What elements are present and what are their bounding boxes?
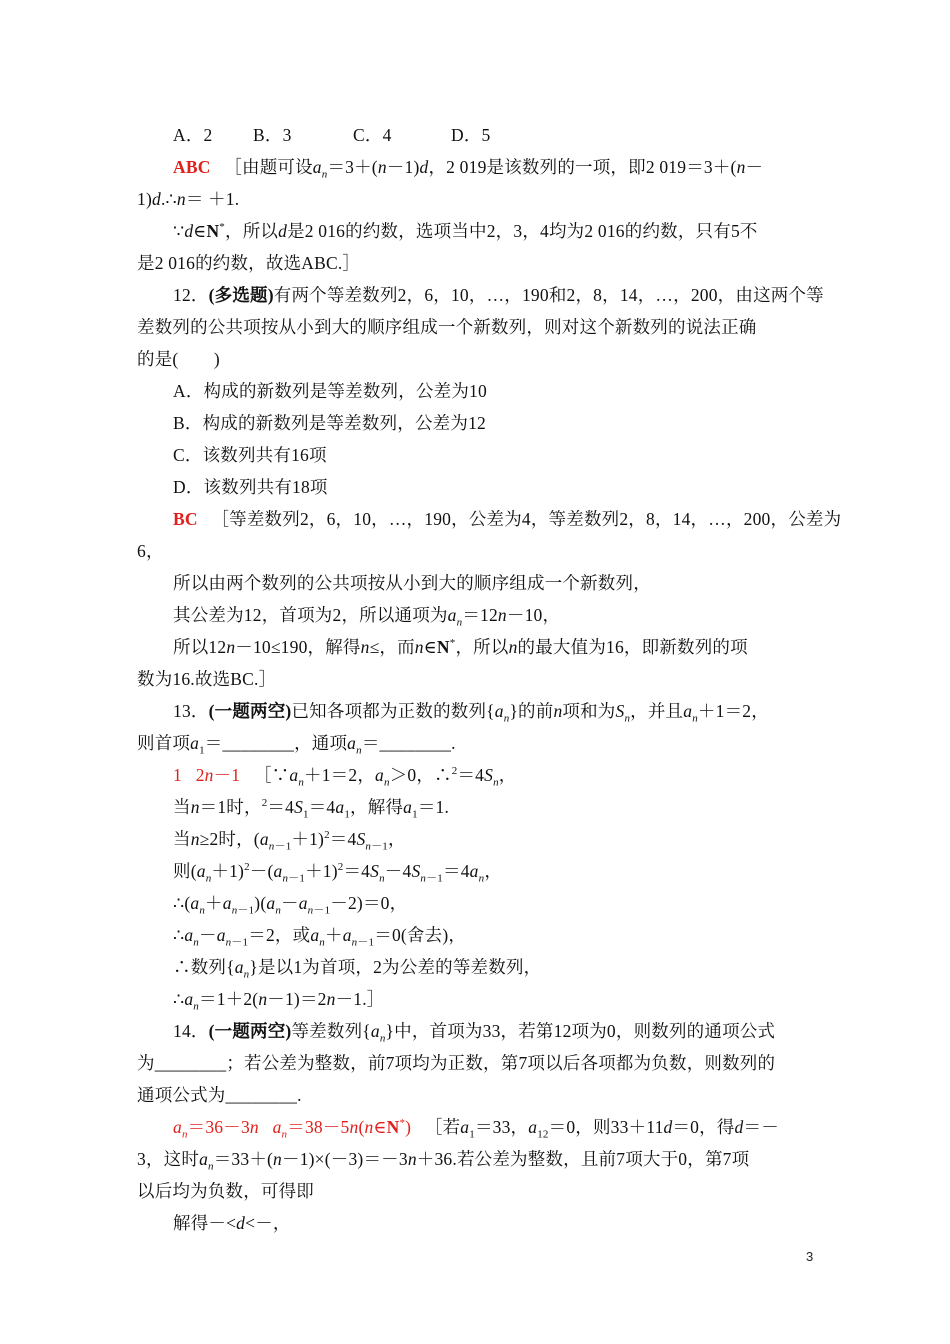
q14-solution-line-4: 解得－<d<－， (173, 1213, 291, 1233)
q11-answer: ABC (173, 157, 211, 177)
q12-option-a: A．构成的新数列是等差数列，公差为10 (173, 381, 487, 401)
q11-solution-line-4: 是2 016的约数，故选ABC.］ (137, 253, 361, 273)
q11-option-a: A．2 (173, 125, 213, 145)
q14-stem-line-2: 为________；若公差为整数，前7项均为正数，第7项以后各项都为负数，则数列的 (137, 1053, 776, 1073)
q11-option-d: D．5 (451, 125, 491, 145)
q14-solution-line-3: 以后均为负数，可得即 (137, 1181, 314, 1201)
q12-solution-line-5: 所以12n－10≤190，解得n≤，而n∈N*，所以n的最大值为16，即新数列的项 (173, 637, 748, 657)
q14-stem-line-1: 14．(一题两空)等差数列$\{a_n\}$中，首项为33，若第12项为0，则数列的通项公式 (173, 1021, 776, 1045)
q12-solution-line-2: 6， (137, 541, 164, 561)
q14-answer: $a_n=36-3n$ $a_n=38-5n(n\in N^*)$ (173, 1117, 412, 1141)
q13-tag: (一题两空) (208, 701, 292, 721)
q12-option-d: D．该数列共有18项 (173, 477, 328, 497)
q13-solution-line-4: 则$(a_n+1)^2-(a_{n-1}+1)^2=4S_n-4S_{n-1}=4a_n$， (173, 861, 503, 885)
q12-solution-line-3: 所以由两个数列的公共项按从小到大的顺序组成一个新数列， (173, 573, 651, 593)
q13-answer-1: 1 (173, 765, 182, 785)
q13-stem-line-2: 则首项$a_1=\_\_\_\_\_\_\_\_$，通项$a_n=\_\_\_\_\_\_\_\_$. (137, 733, 456, 757)
q12-option-b: B．构成的新数列是等差数列，公差为12 (173, 413, 486, 433)
q12-answer: BC (173, 509, 198, 529)
q14-number: 14． (173, 1021, 209, 1041)
q13-solution-line-6: $\therefore a_n-a_{n-1}=2$，或$a_n+a_{n-1}=0$(舍去)， (173, 925, 467, 949)
page-number: 3 (806, 1249, 814, 1264)
q12-stem-line-2: 差数列的公共项按从小到大的顺序组成一个新数列，则对这个新数列的说法正确 (137, 317, 757, 337)
q11-option-b: B．3 (253, 125, 292, 145)
q11-options (173, 123, 817, 147)
q12-tag: (多选题) (208, 285, 274, 305)
q12-option-c: C．该数列共有16项 (173, 445, 327, 465)
q13-stem-line-1: 13．(一题两空)已知各项都为正数的数列$\{a_n\}$的前n项和为$S_n$，并且$a_n+1=2$， (173, 701, 769, 725)
q11-solution-line-2: 1)d.∴n＝ ＋1. (137, 189, 240, 209)
q13-solution-line-7: ∴数列$\{a_n\}$是以1为首项，2为公差的等差数列， (173, 957, 542, 981)
q12-stem-line-3: 的是( ) (137, 349, 220, 369)
q13-number: 13． (173, 701, 209, 721)
q13-answer-2: 2n－1 (195, 765, 241, 785)
q13-solution-line-2: 当n＝1时，$^2=4S_1=4a_1$，解得$a_1=1$. (173, 797, 450, 821)
q12-solution-line-1: BC ［等差数列2，6，10，…，190，公差为4，等差数列2，8，14，…，200，公差为 (173, 509, 842, 529)
q11-solution-line-1: ABC ［由题可设$a_n=3+(n-1)d$，2 019是该数列的一项，即2 019＝3＋(n－ (173, 157, 764, 181)
q11-option-c: C．4 (353, 125, 392, 145)
q12-number: 12． (173, 285, 209, 305)
q13-solution-line-5: $\therefore(a_n+a_{n-1})(a_n-a_{n-1}-2)=0$， (173, 893, 408, 917)
q11-solution-line-3: ∵d∈N*，所以d是2 016的约数，选项当中2，3，4均为2 016的约数，只有5不 (173, 221, 758, 241)
q13-solution-line-8: $\therefore a_n=1+2(n-1)=2n-1.]$ (173, 989, 385, 1013)
q13-solution-line-1: 1 2n－1 $[\because a_n+1=2$，$a_n>0$，$\therefore^2=4S_n$， (173, 765, 517, 789)
q13-solution-line-3: 当n≥2时，$(a_{n-1}+1)^2=4S_{n-1}$， (173, 829, 406, 853)
q14-stem-line-3: 通项公式为________. (137, 1085, 302, 1105)
q12-solution-line-4: 其公差为12，首项为2，所以通项为$a_n=12n-10$， (173, 605, 561, 629)
q12-solution-line-6: 数为16.故选BC.］ (137, 669, 277, 689)
q14-solution-line-2: 3，这时$a_n=33+(n-1)\times(-3)=-3n+36$.若公差为整数，且前7项大于0，第7项 (137, 1149, 750, 1173)
q14-solution-line-1: $a_n=36-3n$ $a_n=38-5n(n\in N^*)$ ［若$a_1=33$，$a_{12}=0$，则33＋11d＝0，得d＝－ (173, 1117, 779, 1141)
q12-stem-line-1: 12．(多选题)有两个等差数列2，6，10，…，190和2，8，14，…，200，由这两个等 (173, 285, 824, 305)
q14-tag: (一题两空) (208, 1021, 292, 1041)
